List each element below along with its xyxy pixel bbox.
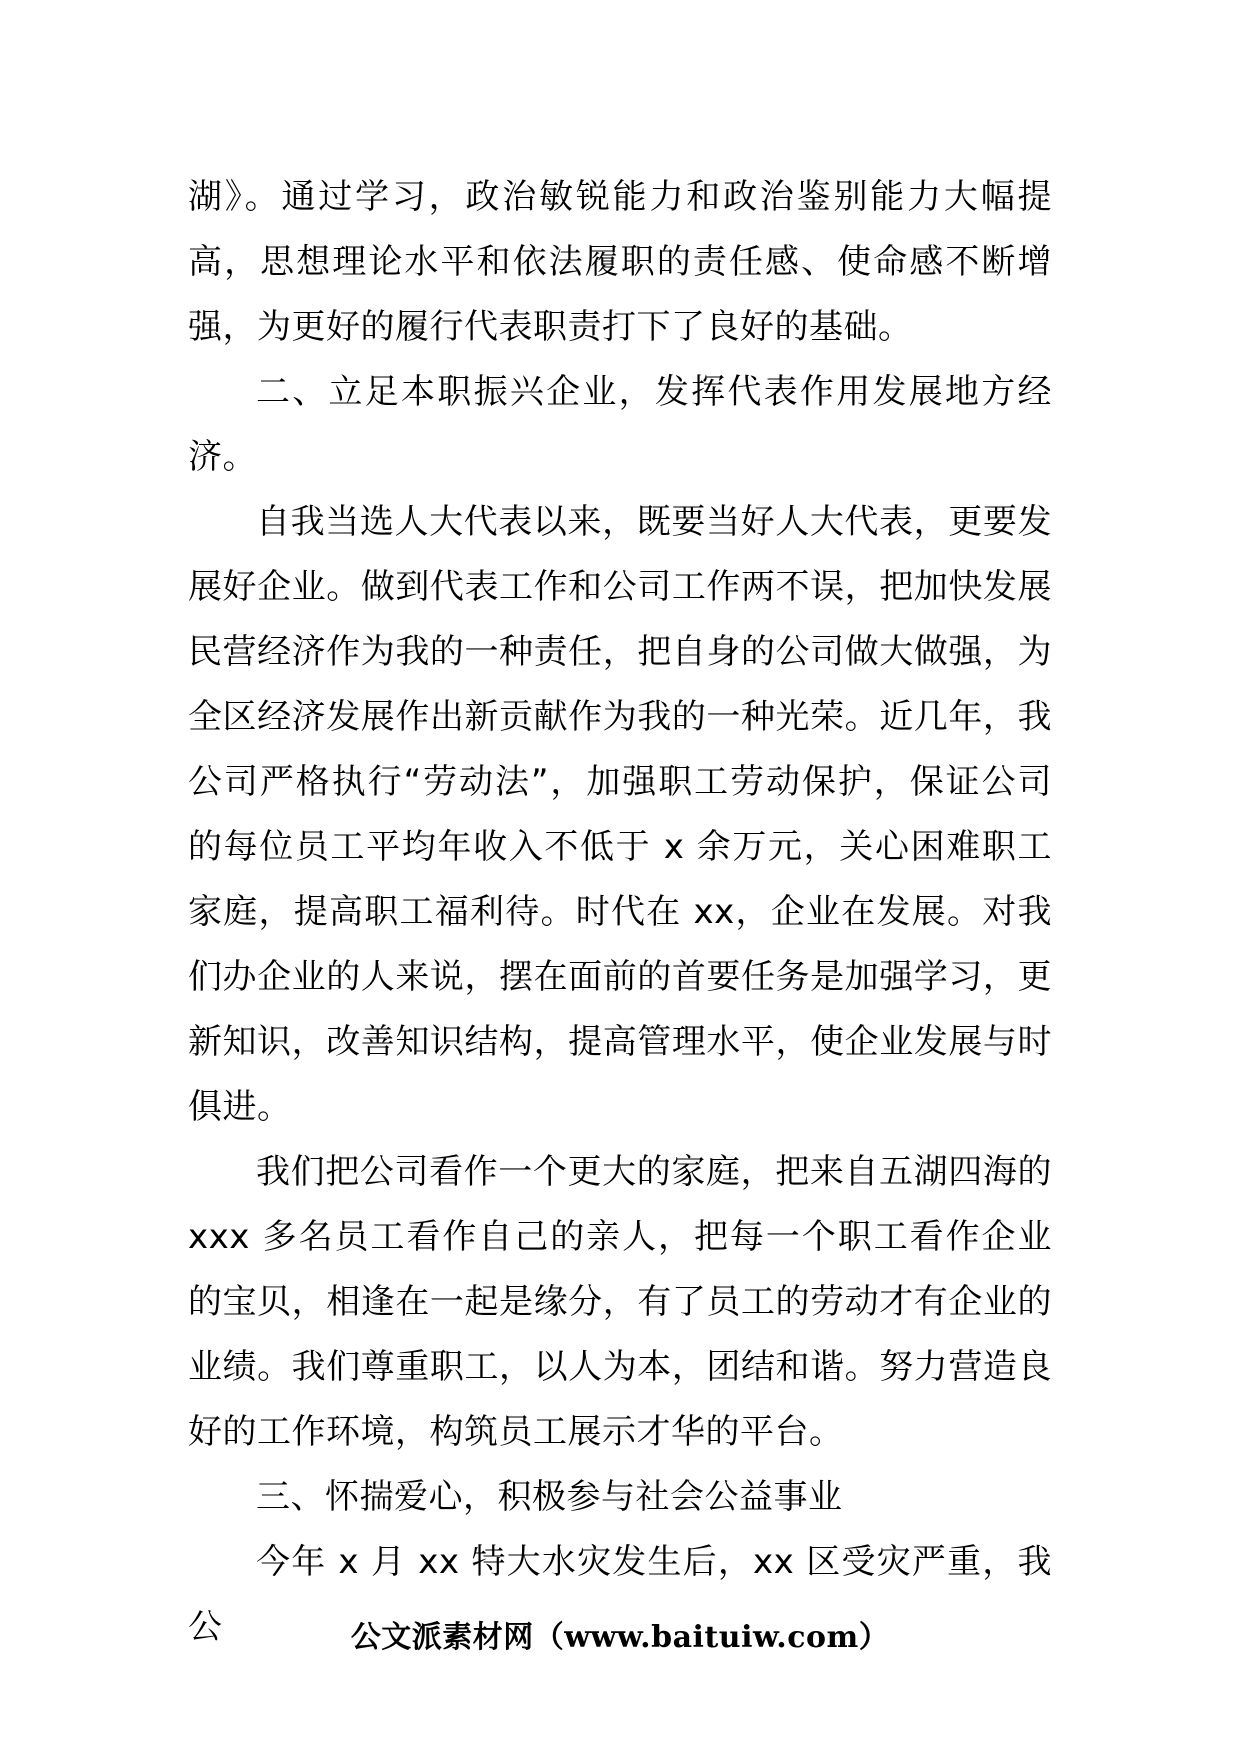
paragraph-3: 自我当选人大代表以来，既要当好人大代表，更要发展好企业。做到代表工作和公司工作两不误，把加快发展民营经济作为我的一种责任，把自身的公司做大做强，为全区经济发展作出新贡献作为我的一种光荣。近几年，我公司严格执行“劳动法”，加强职工劳动保护，保证公司的每位员工平均年收入不低于 x 余万元，关心困难职工家庭，提高职工福利待。时代在 xx，企业在发展。对我们办企业的人来说，摆在面前的首要任务是加强学习，更新知识，改善知识结构，提高管理水平，使企业发展与时俱进。 [188, 502, 1052, 1127]
footer-source-text: 公文派素材网（www.baituiw.com） [350, 1620, 890, 1655]
heading-section-2: 二、立足本职振兴企业，发挥代表作用发展地方经济。 [188, 372, 1052, 477]
paragraph-6: 今年 x 月 xx 特大水灾发生后，xx 区受灾严重，我公 [188, 1542, 1052, 1647]
paragraph-4: 我们把公司看作一个更大的家庭，把来自五湖四海的 xxx 多名员工看作自己的亲人，把每一个职工看作企业的宝贝，相逢在一起是缘分，有了员工的劳动才有企业的业绩。我们尊重职工，以人为本，团结和谐。努力营造良好的工作环境，构筑员工展示才华的平台。 [188, 1152, 1052, 1452]
paragraph-1: 湖》。通过学习，政治敏锐能力和政治鉴别能力大幅提高，思想理论水平和依法履职的责任感、使命感不断增强，为更好的履行代表职责打下了良好的基础。 [188, 177, 1052, 347]
document-body [188, 165, 1052, 1660]
heading-section-3: 三、怀揣爱心，积极参与社会公益事业 [256, 1477, 843, 1517]
